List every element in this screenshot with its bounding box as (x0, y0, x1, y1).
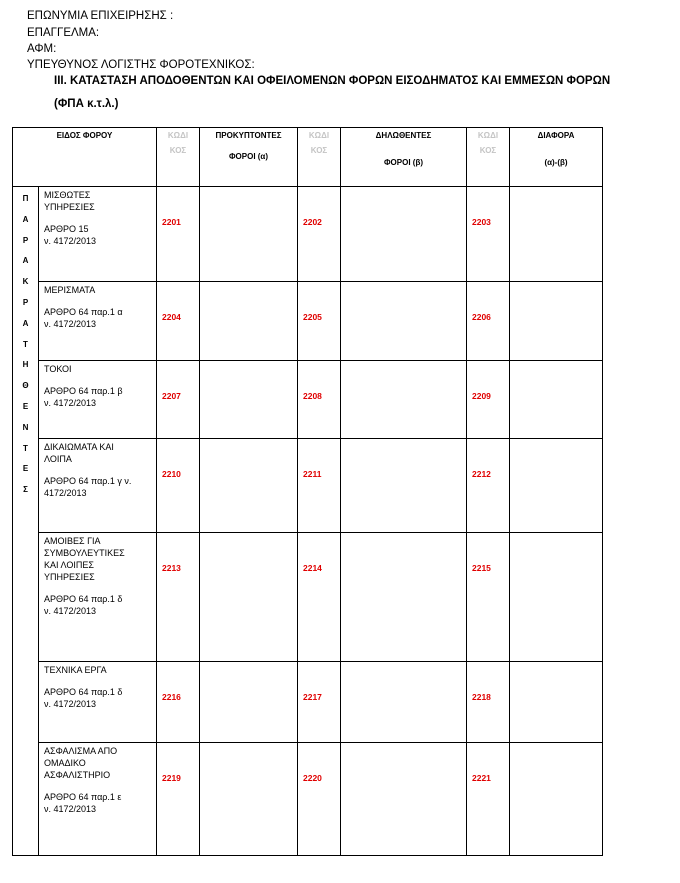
tax-type-cell: ΑΣΦΑΛΙΣΜΑ ΑΠΟ ΟΜΑΔΙΚΟ ΑΣΦΑΛΙΣΤΗΡΙΟ ΑΡΘΡΟ 64 παρ.1 ε ν. 4172/2013 (39, 743, 157, 856)
code-declared: 2217 (298, 662, 341, 743)
tax-type-cell: ΑΜΟΙΒΕΣ ΓΙΑ ΣΥΜΒΟΥΛΕΥΤΙΚΕΣ ΚΑΙ ΛΟΙΠΕΣ ΥΠΗΡΕΣΙΕΣ ΑΡΘΡΟ 64 παρ.1 δ ν. 4172/2013 (39, 533, 157, 662)
arising-tax-cell[interactable] (200, 361, 298, 439)
vertical-letter: Ρ (22, 235, 29, 245)
arising-tax-cell[interactable] (200, 533, 298, 662)
company-name-label: ΕΠΩΝΥΜΙΑ ΕΠΙΧΕΙΡΗΣΗΣ : (27, 10, 174, 22)
vertical-letter: Α (22, 256, 29, 266)
header-code-3: ΚΩΔΙ ΚΟΣ (467, 128, 510, 187)
declared-tax-cell[interactable] (341, 533, 467, 662)
code-declared: 2202 (298, 187, 341, 282)
arising-tax-cell[interactable] (200, 743, 298, 856)
vertical-letter: Ε (22, 464, 29, 474)
table-row (13, 662, 603, 743)
table-row (13, 361, 603, 439)
header-code-2: ΚΩΔΙ ΚΟΣ (298, 128, 341, 187)
arising-tax-cell[interactable] (200, 439, 298, 533)
vertical-letter: Τ (23, 443, 28, 453)
declared-tax-cell[interactable] (341, 439, 467, 533)
table-row (13, 533, 603, 662)
header-code-1: ΚΩΔΙ ΚΟΣ (157, 128, 200, 187)
code-arising: 2213 (157, 533, 200, 662)
table-row (13, 187, 603, 282)
code-difference: 2203 (467, 187, 510, 282)
tax-type-cell: ΜΕΡΙΣΜΑΤΑ ΑΡΘΡΟ 64 παρ.1 α ν. 4172/2013 (39, 282, 157, 361)
arising-tax-cell[interactable] (200, 187, 298, 282)
vertical-letter: Η (22, 360, 29, 370)
table-header-row (13, 128, 603, 187)
difference-cell[interactable] (510, 282, 603, 361)
declared-tax-cell[interactable] (341, 282, 467, 361)
table-row (13, 282, 603, 361)
difference-cell[interactable] (510, 187, 603, 282)
vertical-letter: Τ (23, 339, 28, 349)
code-declared: 2205 (298, 282, 341, 361)
tax-type-cell: ΤΕΧΝΙΚΑ ΕΡΓΑ ΑΡΘΡΟ 64 παρ.1 δ ν. 4172/2013 (39, 662, 157, 743)
tax-type-cell: ΜΙΣΘΩΤΕΣ ΥΠΗΡΕΣΙΕΣ ΑΡΘΡΟ 15 ν. 4172/2013 (39, 187, 157, 282)
table-row (13, 743, 603, 856)
code-declared: 2220 (298, 743, 341, 856)
code-difference: 2206 (467, 282, 510, 361)
code-declared: 2208 (298, 361, 341, 439)
difference-cell[interactable] (510, 743, 603, 856)
code-difference: 2215 (467, 533, 510, 662)
code-difference: 2212 (467, 439, 510, 533)
code-difference: 2218 (467, 662, 510, 743)
table-row (13, 439, 603, 533)
afm-label: ΑΦΜ: (27, 43, 57, 55)
tax-type-cell: ΔΙΚΑΙΩΜΑΤΑ ΚΑΙ ΛΟΙΠΑ ΑΡΘΡΟ 64 παρ.1 γ ν. 4172/2013 (39, 439, 157, 533)
arising-tax-cell[interactable] (200, 662, 298, 743)
vertical-letter: Κ (22, 277, 29, 287)
difference-cell[interactable] (510, 439, 603, 533)
header-tax-type: ΕΙΔΟΣ ΦΟΡΟΥ (13, 128, 157, 187)
difference-cell[interactable] (510, 533, 603, 662)
vertical-letter: Ν (22, 422, 29, 432)
declared-tax-cell[interactable] (341, 662, 467, 743)
declared-tax-cell[interactable] (341, 187, 467, 282)
difference-cell[interactable] (510, 662, 603, 743)
code-difference: 2221 (467, 743, 510, 856)
vertical-label-withholders (13, 187, 39, 856)
code-arising: 2219 (157, 743, 200, 856)
header-difference: ΔΙΑΦΟΡΑ (α)-(β) (510, 128, 603, 187)
declared-tax-cell[interactable] (341, 743, 467, 856)
code-arising: 2207 (157, 361, 200, 439)
accountant-label: ΥΠΕΥΘΥΝΟΣ ΛΟΓΙΣΤΗΣ ΦΟΡΟΤΕΧΝΙΚΟΣ: (27, 59, 255, 71)
header-arising-taxes: ΠΡΟΚΥΠΤΟΝΤΕΣ ΦΟΡΟΙ (α) (200, 128, 298, 187)
vertical-letter: Ρ (22, 297, 29, 307)
vertical-letter: Α (22, 318, 29, 328)
code-arising: 2201 (157, 187, 200, 282)
vertical-letter: Σ (23, 485, 28, 495)
tax-table (12, 127, 603, 856)
code-arising: 2216 (157, 662, 200, 743)
page-subtitle: (ΦΠΑ κ.τ.λ.) (54, 98, 119, 110)
declared-tax-cell[interactable] (341, 361, 467, 439)
vertical-letter: Π (22, 194, 29, 203)
code-arising: 2204 (157, 282, 200, 361)
tax-type-cell: ΤΟΚΟΙ ΑΡΘΡΟ 64 παρ.1 β ν. 4172/2013 (39, 361, 157, 439)
difference-cell[interactable] (510, 361, 603, 439)
code-declared: 2211 (298, 439, 341, 533)
arising-tax-cell[interactable] (200, 282, 298, 361)
vertical-letter: Α (22, 214, 29, 224)
page-title: ΙΙΙ. ΚΑΤΑΣΤΑΣΗ ΑΠΟΔΟΘΕΝΤΩΝ ΚΑΙ ΟΦΕΙΛΟΜΕΝΩΝ ΦΟΡΩΝ ΕΙΣΟΔΗΜΑΤΟΣ ΚΑΙ ΕΜΜΕΣΩΝ ΦΟΡΩΝ (54, 75, 611, 87)
code-declared: 2214 (298, 533, 341, 662)
code-arising: 2210 (157, 439, 200, 533)
profession-label: ΕΠΑΓΓΕΛΜΑ: (27, 27, 100, 39)
vertical-letter: Ε (22, 401, 29, 411)
vertical-letter: Θ (22, 381, 29, 391)
header-declared-taxes: ΔΗΛΩΘΕΝΤΕΣ ΦΟΡΟΙ (β) (341, 128, 467, 187)
code-difference: 2209 (467, 361, 510, 439)
